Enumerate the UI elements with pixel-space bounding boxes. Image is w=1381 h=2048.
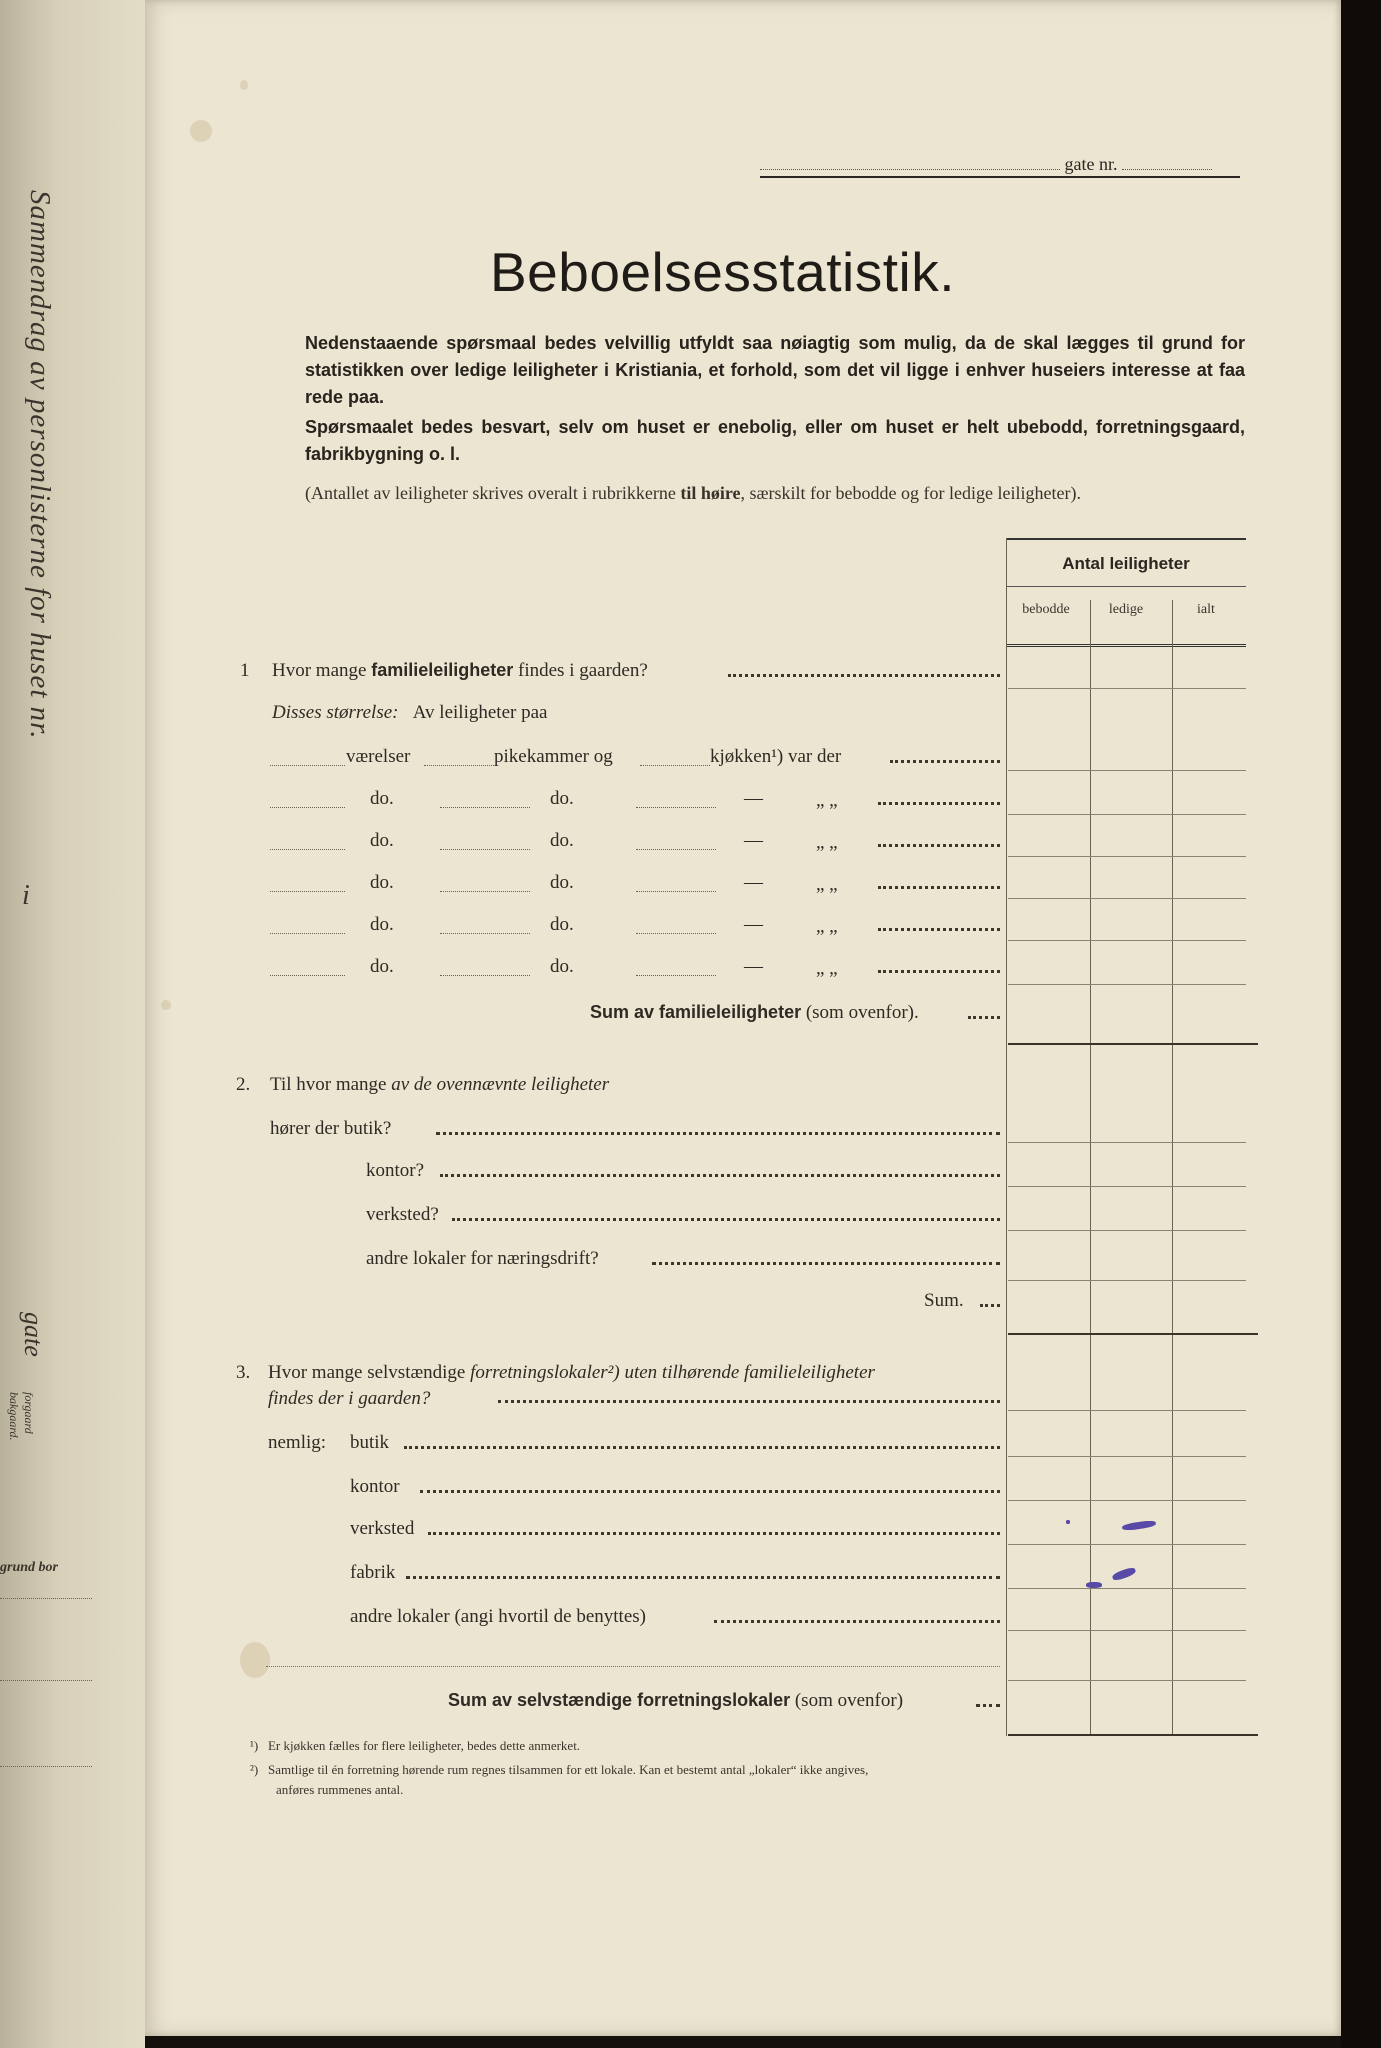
leader-dots bbox=[652, 1258, 1000, 1265]
footnote-1 bbox=[250, 1738, 580, 1754]
q1-sizes-b: Av leiligheter paa bbox=[412, 702, 548, 723]
q2-question bbox=[270, 1074, 609, 1096]
blank-field bbox=[270, 764, 345, 766]
blank-field bbox=[424, 764, 494, 766]
leader-dots bbox=[968, 1012, 1000, 1019]
table-section-rule bbox=[1008, 1333, 1258, 1335]
blank-field bbox=[636, 890, 716, 892]
q1-sizes-line bbox=[272, 702, 547, 724]
table-row-line bbox=[1008, 1456, 1246, 1457]
q3-question-line2: findes der i gaarden? bbox=[268, 1388, 431, 1409]
intro-paragraph-3 bbox=[305, 480, 1245, 506]
table-row-line bbox=[1008, 1588, 1246, 1589]
blank-field bbox=[270, 806, 345, 808]
do-label: do. bbox=[370, 788, 394, 809]
q3-sum-b: (som ovenfor) bbox=[790, 1690, 904, 1711]
q1-sum-a: Sum av familieleiligheter bbox=[590, 1002, 802, 1022]
fn1-mark: ¹) bbox=[250, 1738, 259, 1753]
blank-field bbox=[270, 932, 345, 934]
side-grund-bor: grund bor bbox=[0, 1560, 58, 1575]
leader-dots bbox=[452, 1214, 1000, 1221]
ditto-label: „ „ bbox=[816, 790, 838, 811]
paper-stain bbox=[161, 1000, 171, 1010]
fn2-mark: ²) bbox=[250, 1762, 259, 1777]
table-header bbox=[1006, 538, 1246, 647]
blank-field bbox=[440, 848, 530, 850]
q3-text-b: forretningslokaler²) uten tilhørende familieleiligheter bbox=[470, 1362, 875, 1383]
q1-text-b: familieleiligheter bbox=[371, 660, 514, 680]
table-section-rule bbox=[1008, 1043, 1258, 1045]
leader-dots bbox=[436, 1128, 1000, 1135]
paper-stain bbox=[190, 120, 212, 142]
q1-question bbox=[272, 660, 648, 682]
dash-label: — bbox=[744, 788, 763, 809]
blank-field bbox=[440, 974, 530, 976]
table-row-line bbox=[1008, 1544, 1246, 1545]
q3-question bbox=[268, 1362, 875, 1384]
leader-dots bbox=[728, 670, 1000, 677]
q1-number: 1 bbox=[240, 660, 250, 681]
intro-paragraph-2: Spørsmaalet bedes besvart, selv om huset er enebolig, eller om huset er helt ubebodd, forretningsgaard, fabrikbygning o. l. bbox=[305, 417, 1245, 464]
table-heading-rule bbox=[1006, 586, 1246, 587]
do-label: do. bbox=[550, 830, 574, 851]
q1-text-c: findes i gaarden? bbox=[513, 660, 648, 681]
footnote-2 bbox=[250, 1762, 868, 1778]
do-label: do. bbox=[550, 872, 574, 893]
q1-pikekammer: pikekammer og bbox=[494, 746, 613, 767]
side-blank-line bbox=[0, 1680, 92, 1681]
do-label: do. bbox=[370, 830, 394, 851]
leader-dots bbox=[498, 1396, 1000, 1403]
blank-field bbox=[270, 890, 345, 892]
table-row-line bbox=[1008, 688, 1246, 689]
q3-sum bbox=[448, 1690, 903, 1712]
blank-field bbox=[636, 806, 716, 808]
q3-kontor: kontor bbox=[350, 1476, 400, 1497]
do-label: do. bbox=[370, 914, 394, 935]
blank-field bbox=[270, 974, 345, 976]
do-label: do. bbox=[550, 956, 574, 977]
blank-field bbox=[440, 890, 530, 892]
fn1-text: Er kjøkken fælles for flere leiligheter, bedes dette anmerket. bbox=[267, 1738, 581, 1753]
table-row-line bbox=[1008, 814, 1246, 815]
do-label: do. bbox=[550, 914, 574, 935]
table-bottom-rule bbox=[1008, 1734, 1258, 1736]
side-gate-label: gate bbox=[19, 1312, 48, 1357]
dash-label: — bbox=[744, 830, 763, 851]
table-row-line bbox=[1008, 856, 1246, 857]
leader-dots bbox=[420, 1486, 1000, 1493]
q2-andre: andre lokaler for næringsdrift? bbox=[366, 1248, 599, 1269]
table-heading: Antal leiligheter bbox=[1062, 554, 1190, 573]
right-edge bbox=[1341, 0, 1381, 2048]
ink-mark bbox=[1066, 1520, 1070, 1524]
table-border-left bbox=[1006, 538, 1007, 1736]
q3-andre: andre lokaler (angi hvortil de benyttes) bbox=[350, 1606, 646, 1627]
nr-blank bbox=[1122, 169, 1212, 170]
intro-paragraph-1: Nedenstaaende spørsmaal bedes velvillig utfyldt saa nøiagtig som mulig, da de skal lægges til grund for statistikken over ledige leiligheter i Kristiania, et forhold, som det vil ligge i enhver huseiers interesse at faa rede paa. bbox=[305, 333, 1245, 407]
table-row-line bbox=[1008, 770, 1246, 771]
leader-dots bbox=[976, 1700, 1000, 1707]
p3-c: , særskilt for bebodde og for ledige leiligheter). bbox=[740, 483, 1081, 503]
q2-number: 2. bbox=[236, 1074, 251, 1095]
table-row-line bbox=[1008, 1186, 1246, 1187]
paper-stain bbox=[240, 80, 248, 90]
leader-dots bbox=[440, 1170, 1000, 1177]
dash-label: — bbox=[744, 872, 763, 893]
table-row-line bbox=[1008, 1410, 1246, 1411]
blank-field bbox=[440, 806, 530, 808]
q3-text-a: Hvor mange selvstændige bbox=[268, 1362, 471, 1383]
table-row-line bbox=[1008, 1230, 1246, 1231]
blank-field bbox=[270, 848, 345, 850]
blank-field bbox=[636, 848, 716, 850]
leader-dots bbox=[878, 966, 1000, 973]
intro-text bbox=[305, 330, 1245, 468]
q2-verksted: verksted? bbox=[366, 1204, 439, 1225]
q2-text-a: Til hvor mange bbox=[270, 1074, 392, 1095]
table-row-line bbox=[1008, 1500, 1246, 1501]
do-label: do. bbox=[370, 872, 394, 893]
side-title: Sammendrag av personlisterne for huset nr. bbox=[24, 190, 56, 740]
blank-field bbox=[636, 932, 716, 934]
gate-blank bbox=[760, 169, 1060, 170]
ditto-label: „ „ bbox=[816, 874, 838, 895]
q2-kontor: kontor? bbox=[366, 1160, 425, 1181]
leader-dots bbox=[878, 882, 1000, 889]
q1-text-a: Hvor mange bbox=[272, 660, 372, 681]
side-blank-line bbox=[0, 1766, 92, 1767]
bakgaard-text: bakgaard. bbox=[7, 1392, 21, 1441]
gate-nr-field bbox=[760, 154, 1240, 175]
leader-dots bbox=[878, 798, 1000, 805]
ditto-label: „ „ bbox=[816, 916, 838, 937]
leader-dots bbox=[404, 1442, 1000, 1449]
ink-mark bbox=[1086, 1582, 1102, 1588]
q3-verksted: verksted bbox=[350, 1518, 415, 1539]
q2-butik: hører der butik? bbox=[270, 1118, 392, 1139]
blank-field bbox=[636, 974, 716, 976]
leader-dots bbox=[878, 924, 1000, 931]
q3-nemlig: nemlig: bbox=[268, 1432, 327, 1453]
paper-stain bbox=[240, 1642, 270, 1678]
q2-text-b: av de ovennævnte leiligheter bbox=[391, 1074, 610, 1095]
forgaard-text: forgaard bbox=[22, 1392, 36, 1434]
leader-dots bbox=[878, 840, 1000, 847]
side-i-label: i bbox=[22, 880, 30, 911]
p3-b: til høire bbox=[680, 483, 741, 503]
col-ledige: ledige bbox=[1108, 602, 1144, 617]
do-label: do. bbox=[370, 956, 394, 977]
left-page-margin bbox=[0, 0, 145, 2048]
table-row-line bbox=[1008, 1280, 1246, 1281]
q1-sizes-a: Disses størrelse: bbox=[272, 702, 399, 723]
table-row-line bbox=[1008, 1680, 1246, 1681]
leader-dots bbox=[980, 1300, 1000, 1307]
q1-kjokken: kjøkken¹) var der bbox=[710, 746, 842, 767]
table-row-line bbox=[1008, 984, 1246, 985]
table-row-line bbox=[1008, 940, 1246, 941]
q3-fabrik: fabrik bbox=[350, 1562, 396, 1583]
blank-field bbox=[640, 764, 710, 766]
col-bebodde: bebodde bbox=[1022, 602, 1070, 617]
dash-label: — bbox=[744, 956, 763, 977]
gate-rule bbox=[760, 176, 1240, 178]
table-row-line bbox=[1008, 1142, 1246, 1143]
q1-vaerelser: værelser bbox=[346, 746, 411, 767]
leader-dots bbox=[428, 1528, 1000, 1535]
q2-sum: Sum. bbox=[924, 1290, 964, 1311]
leader-dots bbox=[714, 1616, 1000, 1623]
q3-number: 3. bbox=[236, 1362, 251, 1383]
side-blank-line bbox=[0, 1598, 92, 1599]
leader-dots bbox=[406, 1572, 1000, 1579]
table-row-line bbox=[1008, 898, 1246, 899]
separator-line bbox=[266, 1665, 1000, 1667]
q3-butik: butik bbox=[350, 1432, 390, 1453]
side-forgaard-label bbox=[6, 1392, 36, 1441]
p3-a: (Antallet av leiligheter skrives overalt i rubrikkerne bbox=[305, 483, 681, 503]
page-title: Beboelsesstatistik. bbox=[490, 241, 955, 303]
do-label: do. bbox=[550, 788, 574, 809]
footnote-2-cont: anføres rummenes antal. bbox=[276, 1782, 404, 1797]
q1-sum bbox=[590, 1002, 919, 1024]
blank-field bbox=[440, 932, 530, 934]
gate-nr-label: gate nr. bbox=[1064, 154, 1118, 174]
fn2-text: Samtlige til én forretning hørende rum regnes tilsammen for ett lokale. Kan et bestemt antal „lokaler“ ikke angives, bbox=[267, 1762, 869, 1777]
col-ialt: ialt bbox=[1197, 602, 1215, 617]
q3-sum-a: Sum av selvstændige forretningslokaler bbox=[448, 1690, 791, 1710]
table-row-line bbox=[1008, 1630, 1246, 1631]
ditto-label: „ „ bbox=[816, 958, 838, 979]
q1-sum-b: (som ovenfor). bbox=[801, 1002, 919, 1023]
leader-dots bbox=[890, 756, 1000, 763]
ditto-label: „ „ bbox=[816, 832, 838, 853]
dash-label: — bbox=[744, 914, 763, 935]
